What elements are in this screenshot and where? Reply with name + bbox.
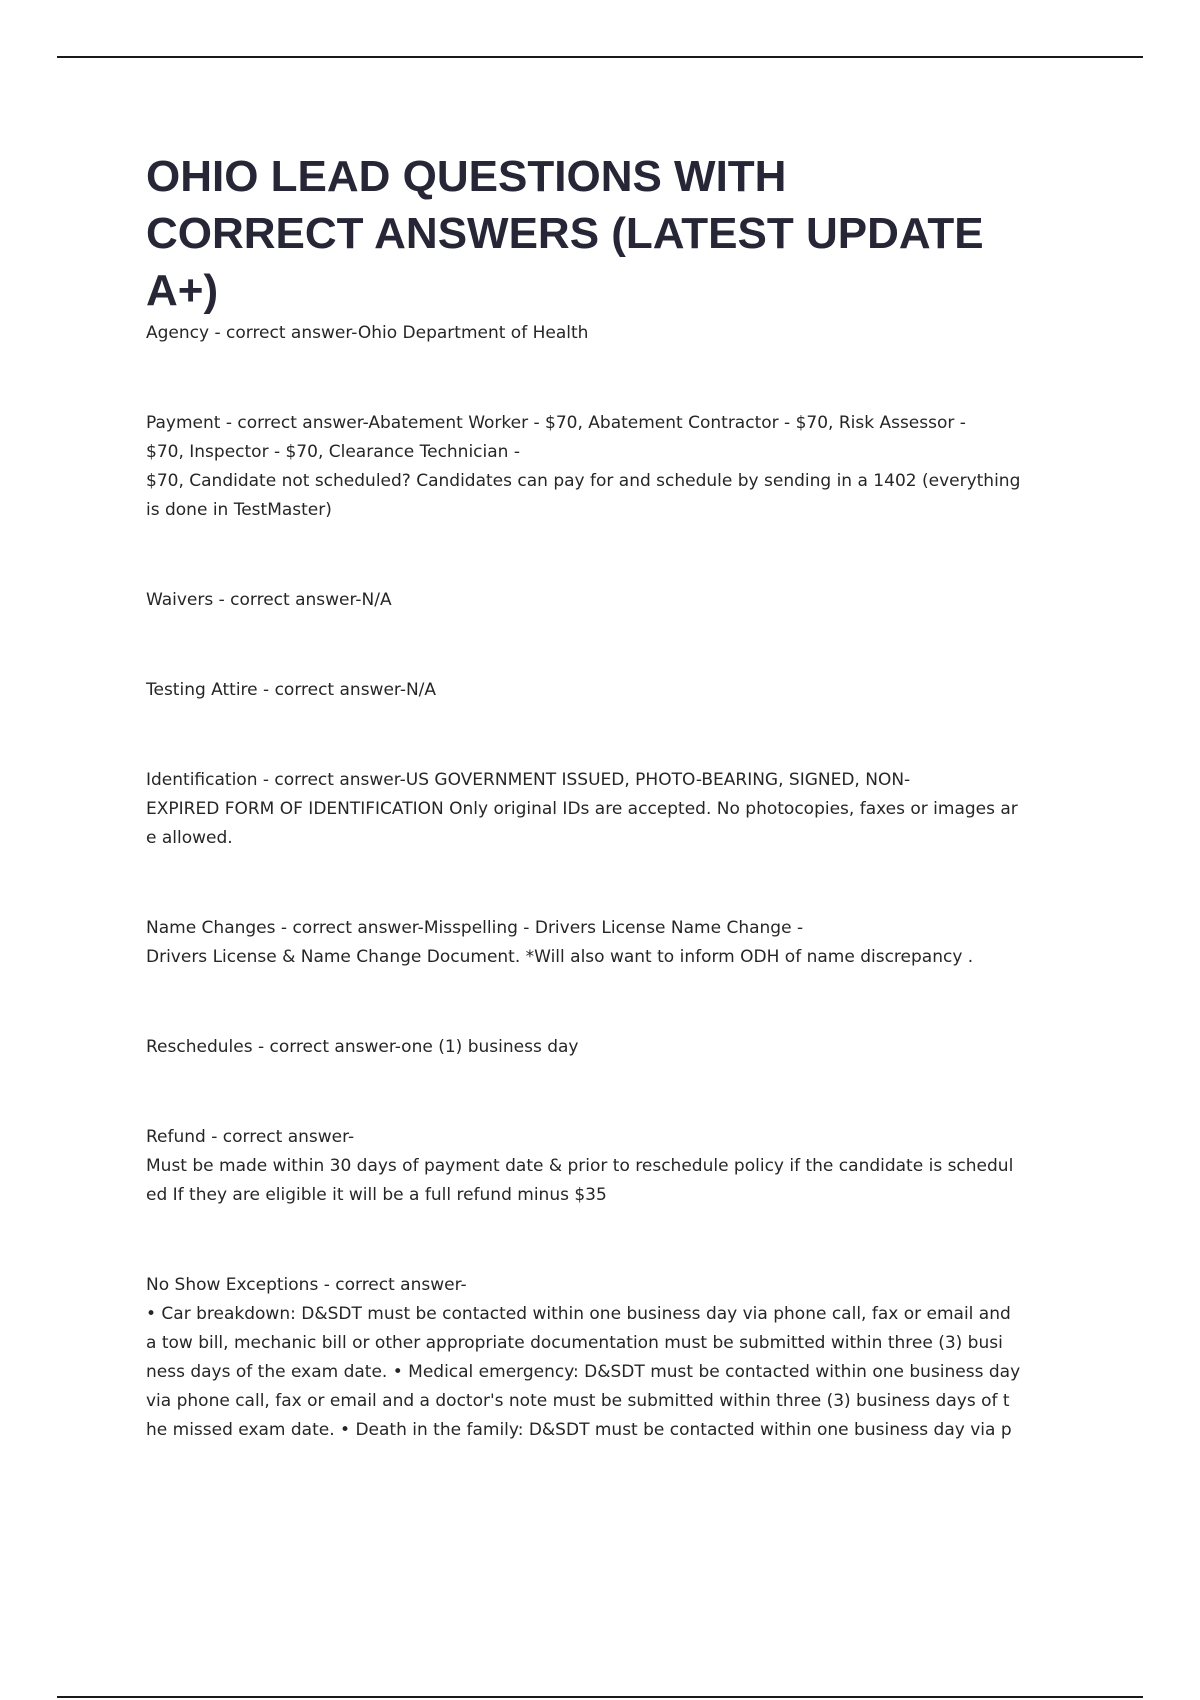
qa-line: $70, Inspector - $70, Clearance Technician - — [146, 442, 520, 462]
qa-line: Reschedules - correct answer-one (1) business day — [146, 1037, 579, 1057]
qa-name-changes — [146, 914, 1091, 972]
document-title — [146, 148, 1091, 319]
title-line: CORRECT ANSWERS (LATEST UPDATE — [146, 209, 984, 258]
qa-line: he missed exam date. • Death in the family: D&SDT must be contacted within one business day via p — [146, 1420, 1012, 1440]
qa-identification — [146, 766, 1091, 853]
qa-line: a tow bill, mechanic bill or other appropriate documentation must be submitted within three (3) busi — [146, 1333, 1003, 1353]
title-line: OHIO LEAD QUESTIONS WITH — [146, 152, 787, 201]
qa-testing-attire — [146, 676, 1091, 705]
qa-line: Name Changes - correct answer-Misspelling - Drivers License Name Change - — [146, 918, 804, 938]
qa-line: Refund - correct answer- — [146, 1127, 355, 1147]
qa-line: ness days of the exam date. • Medical emergency: D&SDT must be contacted within one business day — [146, 1362, 1021, 1382]
qa-line: Identification - correct answer-US GOVERNMENT ISSUED, PHOTO-BEARING, SIGNED, NON- — [146, 770, 911, 790]
qa-payment — [146, 409, 1091, 525]
qa-reschedules — [146, 1033, 1091, 1062]
qa-waivers — [146, 586, 1091, 615]
page-content — [146, 148, 1091, 1445]
qa-line: $70, Candidate not scheduled? Candidates can pay for and schedule by sending in a 1402 (everything — [146, 471, 1021, 491]
qa-line: Drivers License & Name Change Document. *Will also want to inform ODH of name discrepancy . — [146, 947, 974, 967]
qa-no-show-exceptions — [146, 1271, 1091, 1445]
qa-line: e allowed. — [146, 828, 233, 848]
qa-line: Must be made within 30 days of payment date & prior to reschedule policy if the candidate is schedul — [146, 1156, 1014, 1176]
footer-rule — [57, 1696, 1143, 1698]
qa-line: No Show Exceptions - correct answer- — [146, 1275, 467, 1295]
qa-agency — [146, 319, 1091, 348]
header-rule — [57, 56, 1143, 58]
qa-line: EXPIRED FORM OF IDENTIFICATION Only original IDs are accepted. No photocopies, faxes or images ar — [146, 799, 1018, 819]
qa-line: is done in TestMaster) — [146, 500, 332, 520]
qa-line: Payment - correct answer-Abatement Worker - $70, Abatement Contractor - $70, Risk Assessor - — [146, 413, 966, 433]
qa-line: Waivers - correct answer-N/A — [146, 590, 392, 610]
qa-line: ed If they are eligible it will be a full refund minus $35 — [146, 1185, 607, 1205]
qa-refund — [146, 1123, 1091, 1210]
qa-line: Testing Attire - correct answer-N/A — [146, 680, 437, 700]
qa-line: Agency - correct answer-Ohio Department of Health — [146, 323, 589, 343]
qa-line: via phone call, fax or email and a doctor's note must be submitted within three (3) business days of t — [146, 1391, 1010, 1411]
title-line: A+) — [146, 266, 219, 315]
qa-line: • Car breakdown: D&SDT must be contacted within one business day via phone call, fax or email and — [146, 1304, 1011, 1324]
